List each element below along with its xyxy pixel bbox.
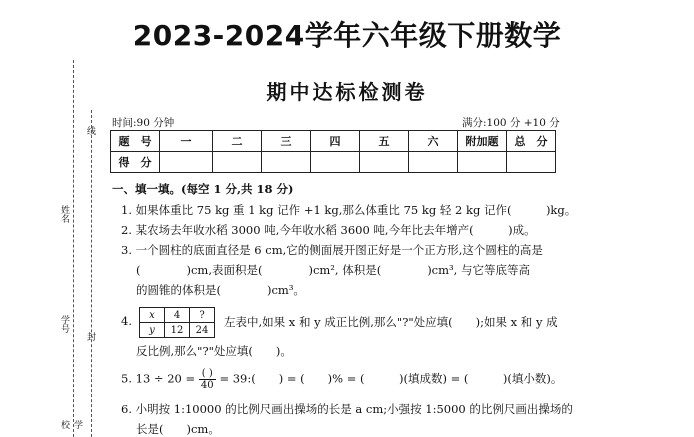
score-input[interactable]: [213, 152, 262, 173]
score-table-cell: 六: [409, 131, 458, 152]
question-3-line-3: 的圆锥的体积是( )cm³。: [136, 283, 305, 297]
q5-fraction: [199, 368, 216, 391]
score-input[interactable]: [262, 152, 311, 173]
name-label: 姓名: [59, 205, 69, 223]
page-title: 2023-2024学年六年级下册数学: [132, 19, 562, 52]
question-1: 1. 如果体重比 75 kg 重 1 kg 记作 +1 kg,那么体重比 75 kg 轻 2 kg 记作( )kg。: [121, 203, 577, 217]
question-4-table: [139, 307, 215, 338]
score-table-cell: 四: [311, 131, 360, 152]
question-6-line-2: 长是( )cm。: [136, 422, 220, 436]
q5-prefix: 5. 13 ÷ 20 =: [121, 371, 196, 386]
q5-fraction-numerator: ( ): [199, 368, 216, 380]
score-input[interactable]: [409, 152, 458, 173]
question-2: 2. 某农场去年收水稻 3000 吨,今年收水稻 3600 吨,今年比去年增产( )成。: [121, 223, 536, 237]
binding-line-outer: [73, 60, 74, 437]
q4-table-cell: x: [140, 308, 165, 323]
score-input[interactable]: [507, 152, 556, 173]
score-table-cell: 一: [160, 131, 213, 152]
score-input[interactable]: [360, 152, 409, 173]
score-input[interactable]: [160, 152, 213, 173]
q4-table-cell: 4: [165, 308, 190, 323]
q4-table-cell: 24: [190, 323, 215, 338]
binding-mark-top: 线: [85, 126, 95, 135]
question-6-line-1: 6. 小明按 1:10000 的比例尺画出操场的长是 a cm;小强按 1:5000 的比例尺画出操场的: [121, 402, 573, 416]
score-table-cell: 五: [360, 131, 409, 152]
q4-table-cell: y: [140, 323, 165, 338]
time-limit: 时间:90 分钟: [112, 117, 175, 129]
score-table-cell: 三: [262, 131, 311, 152]
full-score: 满分:100 分 +10 分: [462, 117, 560, 129]
question-5: [121, 368, 562, 391]
score-table-cell: 二: [213, 131, 262, 152]
score-input[interactable]: [458, 152, 507, 173]
score-table-cell: 总 分: [507, 131, 556, 152]
q5-suffix: = 39:( ) = ( )% = ( )(填成数) = ( )(填小数)。: [219, 371, 563, 386]
q5-fraction-denominator: 40: [200, 380, 214, 391]
q4-table-cell: ?: [190, 308, 215, 323]
binding-line-inner: [91, 110, 92, 437]
question-4-line-1: 左表中,如果 x 和 y 成正比例,那么"?"处应填( );如果 x 和 y 成: [224, 315, 558, 329]
school-label: 学校: [59, 420, 82, 429]
page-subtitle: 期中达标检测卷: [266, 80, 428, 104]
question-4-number: 4.: [121, 314, 132, 328]
score-table-cell: 得 分: [111, 152, 160, 173]
q4-table-cell: 12: [165, 323, 190, 338]
score-table: [110, 130, 556, 173]
question-4-line-2: 反比例,那么"?"处应填( )。: [136, 344, 292, 358]
section-heading: 一、填一填。(每空 1 分,共 18 分): [112, 182, 294, 196]
binding-mark-mid: 封: [85, 332, 95, 341]
student-id-label: 学号: [59, 315, 69, 333]
score-table-cell: 附加题: [458, 131, 507, 152]
score-table-score-row: [111, 152, 556, 173]
question-3-line-1: 3. 一个圆柱的底面直径是 6 cm,它的侧面展开图正好是一个正方形,这个圆柱的高是: [121, 243, 543, 257]
score-table-cell: 题 号: [111, 131, 160, 152]
score-input[interactable]: [311, 152, 360, 173]
score-table-header-row: [111, 131, 556, 152]
question-3-line-2: ( )cm,表面积是( )cm², 体积是( )cm³, 与它等底等高: [136, 263, 530, 277]
